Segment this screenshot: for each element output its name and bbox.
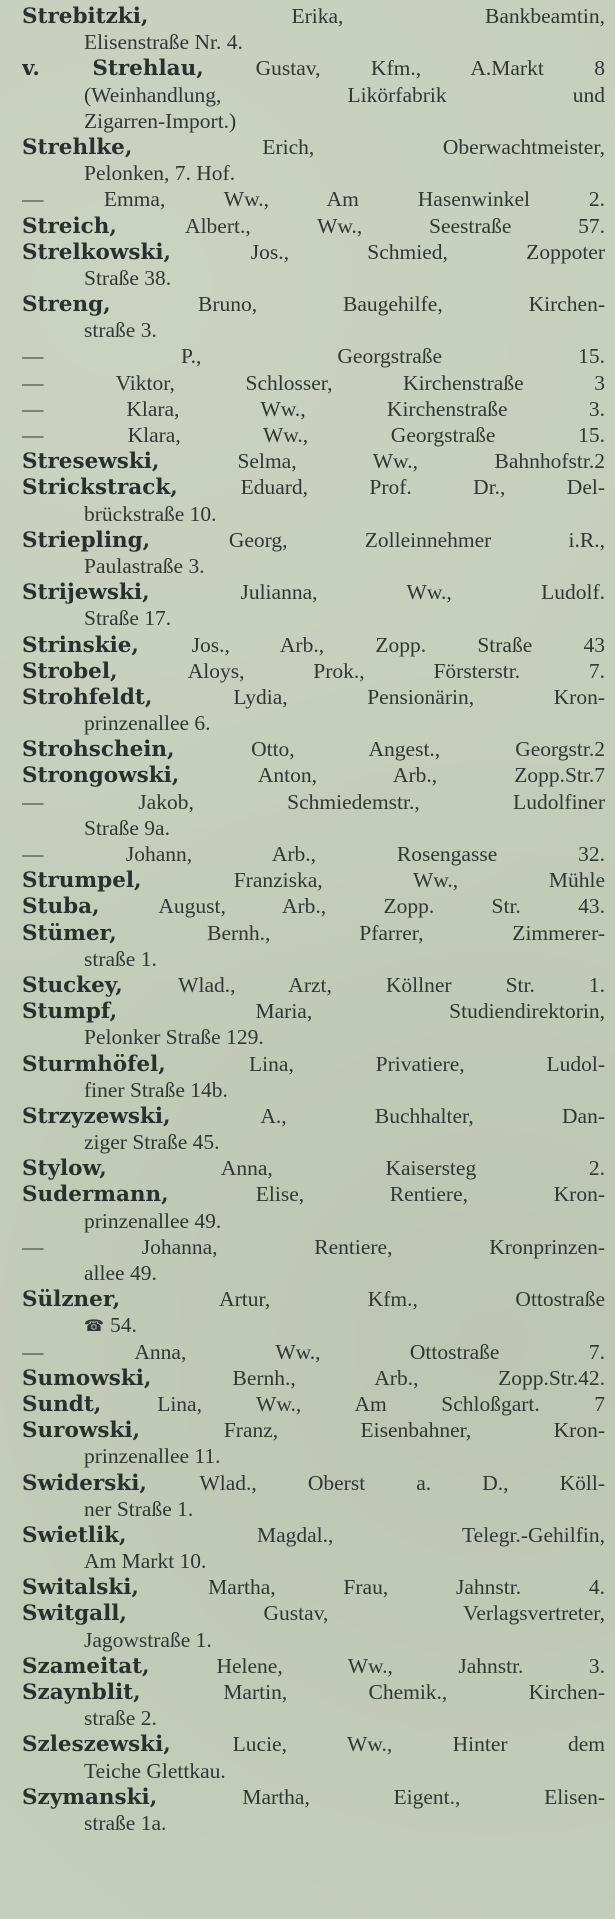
- entry-text: Zigarren-Import.): [84, 108, 237, 133]
- entry-first-line: [22, 1286, 605, 1312]
- entry-text: ziger Straße 45.: [84, 1130, 220, 1155]
- entry-continuation-line: [22, 501, 605, 527]
- directory-entry: [22, 186, 605, 212]
- entry-surname: Switalski,: [22, 1575, 139, 1601]
- entry-text: Straße 17.: [84, 606, 172, 631]
- entry-surname: Stumpf,: [22, 999, 118, 1025]
- entry-surname: Sudermann,: [22, 1182, 169, 1208]
- entry-text: Jakob, Schmiedemstr., Ludolfiner: [138, 789, 605, 814]
- entry-first-line: [22, 998, 605, 1024]
- entry-surname: Stylow,: [22, 1156, 107, 1182]
- entry-text: August, Arb., Zopp. Str. 43.: [158, 894, 605, 919]
- entry-first-line: [22, 1234, 605, 1260]
- entry-first-line: [22, 474, 605, 500]
- entry-continuation-line: [22, 1312, 605, 1338]
- entry-surname: —: [22, 187, 44, 212]
- directory-entry: [22, 867, 605, 893]
- entry-first-line: [22, 893, 605, 919]
- entry-surname: Swiderski,: [22, 1470, 147, 1496]
- directory-entry: [22, 841, 605, 867]
- entry-text: Elise, Rentiere, Kron-: [255, 1182, 605, 1207]
- directory-entry: [22, 1155, 605, 1181]
- directory-entry: [22, 1286, 605, 1338]
- entry-surname: Sumowski,: [22, 1365, 152, 1391]
- directory-entry: [22, 396, 605, 422]
- entry-text: Johann, Arb., Rosengasse 32.: [125, 842, 605, 866]
- entry-text: Jos., Arb., Zopp. Straße 43: [191, 632, 605, 657]
- entry-text: Jos., Schmied, Zoppoter: [250, 239, 605, 264]
- directory-entry: [22, 527, 605, 579]
- entry-first-line: [22, 1155, 605, 1181]
- entry-surname: Stuba,: [22, 894, 100, 920]
- entry-first-line: [22, 789, 605, 815]
- entry-first-line: [22, 1365, 605, 1391]
- entry-first-line: [22, 1679, 605, 1705]
- entry-text: Viktor, Schlosser, Kirchenstraße 3: [115, 370, 605, 395]
- entry-first-line: [22, 972, 605, 998]
- entry-text: 54.: [109, 1313, 137, 1338]
- entry-text: Klara, Ww., Kirchenstraße 3.: [126, 396, 605, 421]
- entry-text: Magdal., Telegr.-Gehilfin,: [256, 1522, 605, 1547]
- entry-text: Gustav, Verlagsvertreter,: [263, 1601, 605, 1626]
- entry-text: finer Straße 14b.: [84, 1077, 228, 1102]
- entry-text: Albert., Ww., Seestraße 57.: [185, 213, 605, 238]
- entry-continuation-line: [22, 108, 605, 134]
- entry-surname: Strzyzewski,: [22, 1103, 171, 1129]
- directory-entry: [22, 3, 605, 55]
- entry-text: Elisenstraße Nr. 4.: [84, 30, 243, 55]
- directory-entry: [22, 1653, 605, 1679]
- directory-entry: [22, 1391, 605, 1417]
- entry-continuation-line: [22, 1260, 605, 1286]
- entry-first-line: [22, 343, 605, 369]
- entry-text: Wlad., Oberst a. D., Köll-: [199, 1470, 605, 1495]
- entry-surname: Sülzner,: [22, 1287, 121, 1313]
- entry-text: Martha, Eigent., Elisen-: [242, 1784, 605, 1809]
- entry-text: prinzenallee 49.: [84, 1208, 222, 1233]
- entry-text: allee 49.: [84, 1261, 157, 1285]
- entry-text: Anton, Arb., Zopp.Str.7: [257, 763, 605, 788]
- directory-entry: [22, 291, 605, 343]
- directory-entry: [22, 1470, 605, 1522]
- entry-first-line: [22, 1731, 605, 1757]
- entry-surname: Stresewski,: [22, 449, 160, 475]
- entry-text: (Weinhandlung, Likörfabrik und: [84, 82, 605, 107]
- entry-text: Helene, Ww., Jahnstr. 3.: [216, 1653, 605, 1678]
- entry-continuation-line: [22, 1758, 605, 1784]
- entry-text: prinzenallee 11.: [84, 1444, 221, 1469]
- directory-entry: [22, 1103, 605, 1155]
- entry-first-line: [22, 1600, 605, 1626]
- entry-continuation-line: [22, 1548, 605, 1574]
- entry-surname: Sundt,: [22, 1391, 102, 1417]
- directory-entry: [22, 474, 605, 526]
- entry-text: Johanna, Rentiere, Kronprinzen-: [141, 1234, 605, 1259]
- entry-surname: Switgall,: [22, 1601, 127, 1627]
- entry-surname: Strebitzki,: [22, 4, 149, 29]
- directory-entry: [22, 632, 605, 658]
- entry-first-line: [22, 1339, 605, 1365]
- entry-continuation-line: [22, 605, 605, 631]
- entry-continuation-line: [22, 1024, 605, 1050]
- entry-text: Franziska, Ww., Mühle: [233, 868, 605, 893]
- entry-continuation-line: [22, 82, 605, 108]
- entry-surname: Strickstrack,: [22, 475, 178, 501]
- entry-first-line: [22, 762, 605, 788]
- directory-entry: [22, 1522, 605, 1574]
- entry-surname: —: [22, 396, 44, 421]
- directory-entry: [22, 684, 605, 736]
- entry-text: Gustav, Kfm., A.Markt 8: [255, 56, 605, 81]
- directory-entry: [22, 1574, 605, 1600]
- directory-entry: [22, 658, 605, 684]
- directory-entry: [22, 422, 605, 448]
- entry-first-line: [22, 396, 605, 422]
- entry-continuation-line: [22, 265, 605, 291]
- directory-entry: [22, 1234, 605, 1286]
- entry-surname: —: [22, 789, 44, 814]
- entry-first-line: [22, 1522, 605, 1548]
- entry-first-line: [22, 920, 605, 946]
- entry-continuation-line: [22, 160, 605, 186]
- entry-surname: Strohschein,: [22, 737, 175, 763]
- entry-text: Straße 38.: [84, 265, 172, 290]
- entry-first-line: [22, 1051, 605, 1077]
- directory-entry: [22, 972, 605, 998]
- entry-first-line: [22, 3, 605, 29]
- entry-continuation-line: [22, 1443, 605, 1469]
- entry-first-line: [22, 213, 605, 239]
- entry-text: straße 1a.: [84, 1810, 167, 1835]
- entry-text: straße 1.: [84, 946, 157, 971]
- directory-entry: [22, 1365, 605, 1391]
- entry-text: Erika, Bankbeamtin,: [291, 4, 605, 28]
- entry-first-line: [22, 370, 605, 396]
- entry-text: Martha, Frau, Jahnstr. 4.: [208, 1575, 605, 1600]
- directory-entry: [22, 1181, 605, 1233]
- directory-entry: [22, 579, 605, 631]
- entry-first-line: [22, 134, 605, 160]
- entry-text: Paulastraße 3.: [84, 553, 205, 578]
- entry-text: Franz, Eisenbahner, Kron-: [223, 1418, 605, 1443]
- entry-continuation-line: [22, 1705, 605, 1731]
- directory-entries: [22, 3, 605, 1836]
- entry-surname: —: [22, 370, 44, 395]
- entry-text: Wlad., Arzt, Köllner Str. 1.: [178, 972, 605, 997]
- entry-text: Lina, Privatiere, Ludol-: [249, 1051, 605, 1076]
- entry-surname: Stuckey,: [22, 972, 123, 998]
- entry-first-line: [22, 291, 605, 317]
- entry-surname: Strumpel,: [22, 868, 142, 894]
- directory-entry: [22, 134, 605, 186]
- entry-surname: —: [22, 842, 44, 866]
- entry-surname: Strohfeldt,: [22, 684, 153, 710]
- entry-continuation-line: [22, 946, 605, 972]
- entry-surname: Sturmhöfel,: [22, 1051, 166, 1077]
- directory-entry: [22, 55, 605, 134]
- entry-surname: —: [22, 344, 44, 369]
- entry-text: Eduard, Prof. Dr., Del-: [240, 475, 605, 500]
- entry-first-line: [22, 1181, 605, 1207]
- entry-text: Selma, Ww., Bahnhofstr.2: [237, 449, 605, 474]
- entry-surname: Strobel,: [22, 658, 118, 684]
- entry-first-line: [22, 1574, 605, 1600]
- entry-text: Anna, Ww., Ottostraße 7.: [134, 1339, 605, 1364]
- entry-continuation-line: [22, 1129, 605, 1155]
- entry-text: Am Markt 10.: [84, 1549, 207, 1574]
- entry-first-line: [22, 632, 605, 658]
- entry-continuation-line: [22, 1810, 605, 1836]
- entry-text: Martin, Chemik., Kirchen-: [223, 1680, 605, 1704]
- entry-text: Lydia, Pensionärin, Kron-: [233, 684, 605, 709]
- entry-first-line: [22, 186, 605, 212]
- directory-entry: [22, 920, 605, 972]
- entry-first-line: [22, 448, 605, 474]
- entry-first-line: [22, 1470, 605, 1496]
- directory-entry: [22, 789, 605, 841]
- entry-text: Otto, Angest., Georgstr.2: [251, 737, 605, 762]
- entry-continuation-line: [22, 1077, 605, 1103]
- directory-entry: [22, 239, 605, 291]
- entry-text: Erich, Oberwachtmeister,: [262, 134, 605, 159]
- entry-text: Klara, Ww., Georgstraße 15.: [127, 423, 605, 447]
- entry-first-line: [22, 239, 605, 265]
- entry-surname: Szameitat,: [22, 1653, 150, 1679]
- entry-surname: Strelkowski,: [22, 239, 172, 265]
- entry-continuation-line: [22, 710, 605, 736]
- entry-surname: —: [22, 423, 44, 447]
- entry-text: Teiche Glettkau.: [84, 1758, 226, 1783]
- entry-first-line: [22, 1417, 605, 1443]
- entry-surname: Strongowski,: [22, 763, 180, 789]
- directory-entry: [22, 1679, 605, 1731]
- entry-first-line: [22, 422, 605, 448]
- entry-surname: —: [22, 1234, 44, 1259]
- entry-first-line: [22, 736, 605, 762]
- entry-first-line: [22, 1653, 605, 1679]
- entry-first-line: [22, 527, 605, 553]
- entry-surname: Striepling,: [22, 527, 151, 553]
- entry-text: Bernh., Pfarrer, Zimmerer-: [207, 920, 605, 945]
- directory-entry: [22, 448, 605, 474]
- entry-surname: Stümer,: [22, 920, 117, 946]
- entry-first-line: [22, 1103, 605, 1129]
- entry-surname: v. Strehlau,: [22, 56, 204, 82]
- directory-entry: [22, 736, 605, 762]
- entry-text: Emma, Ww., Am Hasenwinkel 2.: [103, 187, 605, 212]
- entry-surname: Szymanski,: [22, 1784, 158, 1810]
- entry-surname: Streich,: [22, 213, 117, 239]
- entry-continuation-line: [22, 29, 605, 55]
- entry-text: Maria, Studiendirektorin,: [255, 999, 605, 1024]
- entry-text: Jagowstraße 1.: [84, 1627, 212, 1652]
- directory-entry: [22, 343, 605, 369]
- entry-surname: Swietlik,: [22, 1522, 127, 1548]
- entry-first-line: [22, 579, 605, 605]
- directory-entry: [22, 893, 605, 919]
- entry-text: Artur, Kfm., Ottostraße: [219, 1287, 605, 1312]
- directory-entry: [22, 1417, 605, 1469]
- entry-first-line: [22, 55, 605, 81]
- entry-surname: —: [22, 1339, 44, 1364]
- entry-text: prinzenallee 6.: [84, 711, 211, 736]
- entry-text: Georg, Zolleinnehmer i.R.,: [228, 527, 605, 552]
- entry-first-line: [22, 684, 605, 710]
- entry-continuation-line: [22, 815, 605, 841]
- directory-entry: [22, 1051, 605, 1103]
- entry-first-line: [22, 658, 605, 684]
- directory-entry: [22, 1600, 605, 1652]
- entry-continuation-line: [22, 1627, 605, 1653]
- entry-text: Bruno, Baugehilfe, Kirchen-: [197, 292, 605, 317]
- entry-text: Pelonken, 7. Hof.: [84, 161, 236, 186]
- entry-first-line: [22, 867, 605, 893]
- entry-text: ner Straße 1.: [84, 1496, 194, 1521]
- entry-text: Aloys, Prok., Försterstr. 7.: [187, 658, 605, 683]
- entry-text: Julianna, Ww., Ludolf.: [240, 580, 605, 605]
- entry-first-line: [22, 1784, 605, 1810]
- entry-surname: Szleszewski,: [22, 1732, 171, 1758]
- entry-text: Pelonker Straße 129.: [84, 1025, 264, 1050]
- entry-text: Straße 9a.: [84, 815, 170, 840]
- entry-surname: Szaynblit,: [22, 1680, 141, 1705]
- entry-surname: Strinskie,: [22, 632, 139, 658]
- entry-text: brückstraße 10.: [84, 501, 217, 526]
- entry-text: Anna, Kaisersteg 2.: [220, 1156, 605, 1181]
- directory-entry: [22, 213, 605, 239]
- entry-surname: Surowski,: [22, 1418, 140, 1444]
- entry-continuation-line: [22, 553, 605, 579]
- entry-continuation-line: [22, 1496, 605, 1522]
- entry-text: straße 3.: [84, 318, 157, 343]
- directory-entry: [22, 1784, 605, 1836]
- entry-continuation-line: [22, 1208, 605, 1234]
- telephone-symbol-icon: ☎: [84, 1316, 104, 1336]
- directory-entry: [22, 1339, 605, 1365]
- entry-surname: Strijewski,: [22, 580, 150, 606]
- directory-entry: [22, 762, 605, 788]
- entry-text: straße 2.: [84, 1706, 157, 1731]
- entry-continuation-line: [22, 317, 605, 343]
- entry-surname: Streng,: [22, 292, 111, 318]
- entry-text: Lina, Ww., Am Schloßgart. 7: [157, 1391, 605, 1416]
- directory-entry: [22, 998, 605, 1050]
- entry-first-line: [22, 841, 605, 867]
- directory-entry: [22, 1731, 605, 1783]
- entry-first-line: [22, 1391, 605, 1417]
- entry-text: Bernh., Arb., Zopp.Str.42.: [232, 1365, 605, 1390]
- entry-text: A., Buchhalter, Dan-: [260, 1103, 605, 1128]
- entry-surname: Strehlke,: [22, 134, 133, 160]
- entry-text: Lucie, Ww., Hinter dem: [232, 1732, 605, 1757]
- directory-entry: [22, 370, 605, 396]
- entry-text: P., Georgstraße 15.: [181, 344, 605, 369]
